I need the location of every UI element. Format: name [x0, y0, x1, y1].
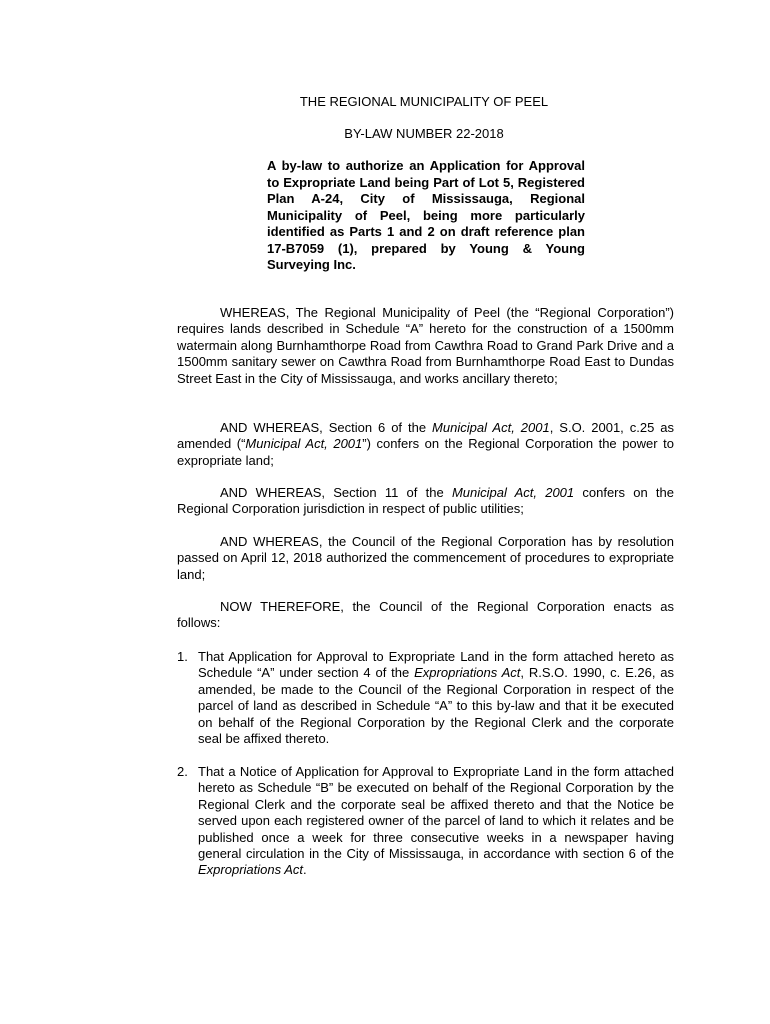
bylaw-summary: A by-law to authorize an Application for Approval to Expropriate Land being Part of Lot 5, Registered Plan A-24, City of Mississauga, Regional Municipality of Peel, being more particularly identified as Parts 1 and 2 on draft reference plan 17-B7059 (1), prepared by Young & Young Surveying Inc. — [267, 158, 585, 272]
list-item — [177, 649, 674, 747]
whereas-paragraph-3: AND WHEREAS, Section 11 of the Municipal Act, 2001 confers on the Regional Corporation jurisdiction in respect of public utilities; — [177, 485, 674, 517]
now-therefore-paragraph: NOW THEREFORE, the Council of the Regional Corporation enacts as follows: — [177, 599, 674, 631]
act-title: Municipal Act, 2001 — [432, 420, 550, 435]
item-number: 1. — [177, 649, 188, 664]
document-title: THE REGIONAL MUNICIPALITY OF PEEL — [299, 94, 549, 109]
act-title: Municipal Act, 2001 — [245, 436, 363, 452]
whereas-paragraph-4: AND WHEREAS, the Council of the Regional Corporation has by resolution passed on April 12, 2018 authorized the commencement of procedures to expropriate land; — [177, 534, 674, 582]
bylaw-number: BY-LAW NUMBER 22-2018 — [344, 126, 504, 141]
item-number: 2. — [177, 764, 188, 779]
whereas-paragraph-2: AND WHEREAS, Section 6 of the Municipal Act, 2001, S.O. 2001, c.25 as amended (“Municipal Act, 2001”) confers on the Regional Corporation the power to expropriate land; — [177, 420, 674, 468]
act-title: Expropriations Act — [198, 862, 304, 878]
item-text: That Application for Approval to Expropriate Land in the form attached hereto as Schedule “A” under section 4 of the Expropriations Act, R.S.O. 1990, c. E.26, as amended, be made to the Council of the Regional Corporation in respect of the parcel of land as described in Schedule “A” to this by-law and that it be executed on behalf of the Regional Corporation by the Regional Clerk and the corporate seal be affixed thereto. — [198, 649, 675, 747]
act-title: Municipal Act, 2001 — [451, 485, 575, 500]
act-title: Expropriations Act — [414, 665, 521, 681]
item-text: That a Notice of Application for Approval to Expropriate Land in the form attached hereto as Schedule “B” be executed on behalf of the Regional Corporation by the Regional Clerk and the corporate seal be affixed thereto and that the Notice be served upon each registered owner of the parcel of land to which it relates and be published once a week for three consecutive weeks in a newspaper having general circulation in the City of Mississauga, in accordance with section 6 of the Expropriations Act. — [198, 764, 674, 878]
list-item — [177, 764, 674, 879]
whereas-paragraph: WHEREAS, The Regional Municipality of Peel (the “Regional Corporation”) requires lands described in Schedule “A” hereto for the construction of a 1500mm watermain along Burnhamthorpe Road from Cawthra Road to Grand Park Drive and a 1500mm sanitary sewer on Cawthra Road from Burnhamthorpe Road East to Dundas Street East in the City of Mississauga, and works ancillary thereto; — [177, 305, 674, 386]
